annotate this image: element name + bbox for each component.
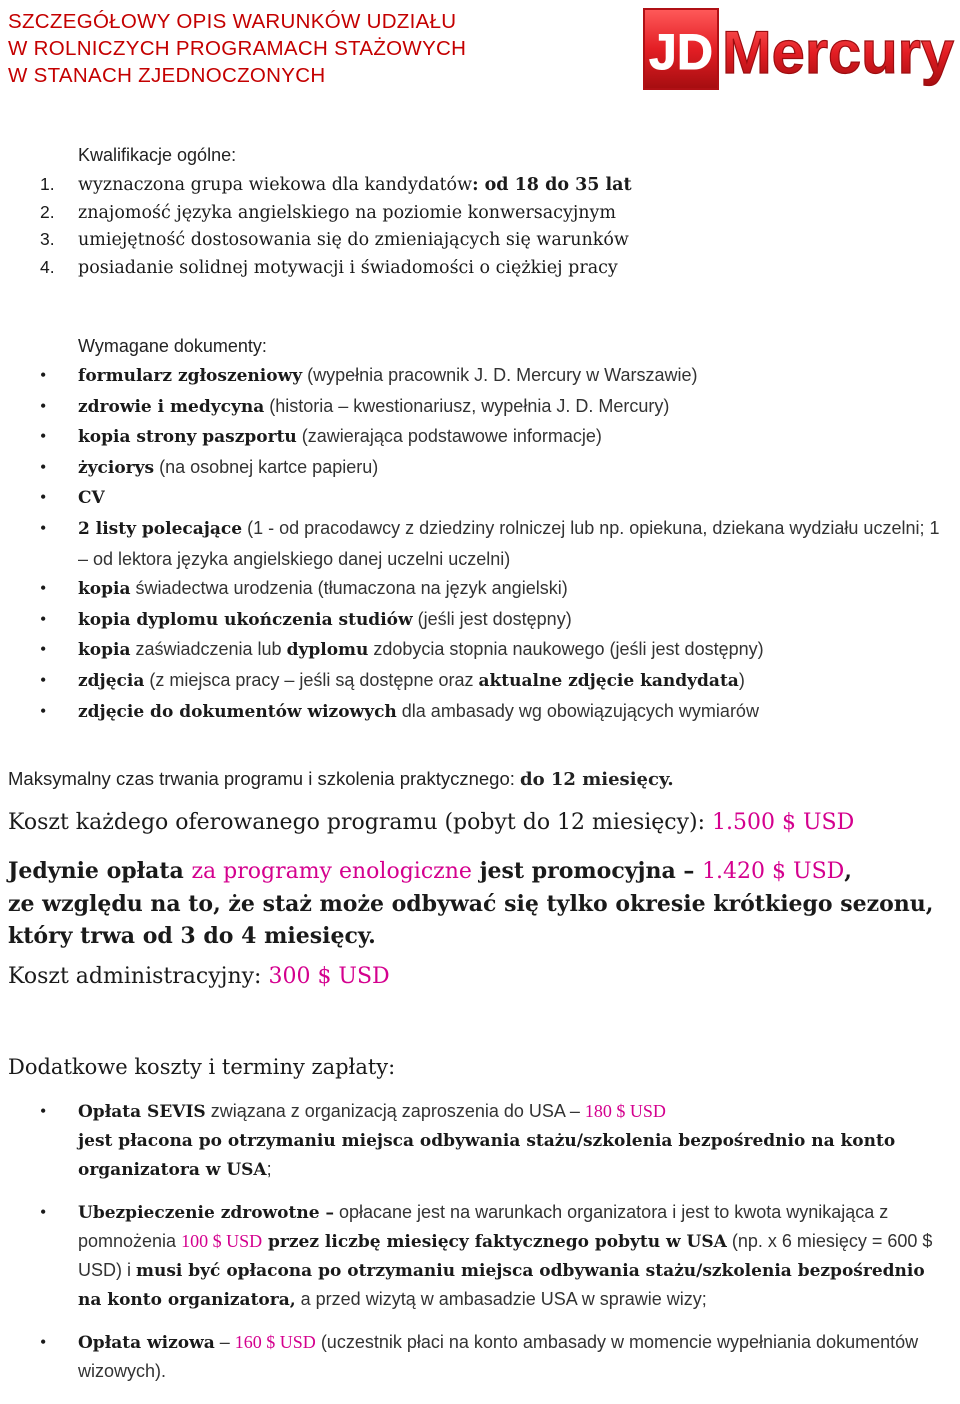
title-line-2: W ROLNICZYCH PROGRAMACH STAŻOWYCH	[8, 37, 467, 60]
list-item: • zdrowie i medycyna (historia – kwestionariusz, wypełnia J. D. Mercury)	[40, 395, 670, 417]
documents-list	[40, 361, 940, 727]
title-line-3: W STANACH ZJEDNOCZONYCH	[8, 64, 326, 87]
list-item: • kopia świadectwa urodzenia (tłumaczona na język angielski)	[40, 578, 568, 600]
list-item: • kopia strony paszportu (zawierająca podstawowe informacje)	[40, 426, 602, 448]
documents-heading: Wymagane dokumenty:	[78, 336, 267, 356]
qualifications-list	[40, 171, 632, 281]
list-item-insurance: • Ubezpieczenie zdrowotne – opłacane jest na warunkach organizatora i jest to kwota wynikająca z pomnożenia 100 $ USD przez liczbę miesięcy faktycznego pobytu w USA (np. x 6 miesięcy = 600 $ USD) i musi być opłacona po otrzymaniu miejsca odbywania stażu/szkolenia bezpośrednio na konto organizatora, a przed wizytą w ambasadzie USA w sprawie wizy;	[40, 1202, 933, 1310]
max-duration: Maksymalny czas trwania programu i szkolenia praktycznego: do 12 miesięcy.	[8, 768, 674, 790]
admin-price: 300 $ USD	[268, 964, 390, 989]
list-item: 1. wyznaczona grupa wiekowa dla kandydatów: od 18 do 35 lat	[40, 174, 632, 195]
list-item: 4. posiadanie solidnej motywacji i świadomości o ciężkiej pracy	[40, 256, 618, 278]
program-price: 1.500 $ USD	[712, 810, 855, 835]
enology-price: 1.420 $ USD	[702, 859, 845, 884]
document-title	[8, 8, 466, 89]
list-item: • zdjęcie do dokumentów wizowych dla ambasady wg obowiązujących wymiarów	[40, 700, 759, 722]
list-item: • 2 listy polecające (1 - od pracodawcy z dziedziny rolniczej lub np. opiekuna, dziekana wydziału uczelni; 1 – od lektora języka angielskiego danej uczelni uczelni)	[40, 517, 940, 569]
list-item: • zdjęcia (z miejsca pracy – jeśli są dostępne oraz aktualne zdjęcie kandydata)	[40, 669, 745, 691]
list-item-sevis: • Opłata SEVIS związana z organizacją zaproszenia do USA – 180 $ USD jest płacona po otrzymaniu miejsca odbywania stażu/szkolenia bezpośrednio na konto organizatora w USA;	[40, 1101, 896, 1180]
qualifications-heading: Kwalifikacje ogólne:	[78, 145, 237, 165]
enology-note: Jedynie opłata za programy enologiczne jest promocyjna – 1.420 $ USD, ze względu na to, że staż może odbywać się tylko okresie krótkiego sezonu, który trwa od 3 do 4 miesięcy.	[8, 858, 934, 949]
list-item-visa: • Opłata wizowa – 160 $ USD (uczestnik płaci na konto ambasady w momencie wypełniania dokumentów wizowych).	[40, 1332, 919, 1381]
additional-heading: Dodatkowe koszty i terminy zapłaty:	[8, 1055, 396, 1079]
list-item: • kopia zaświadczenia lub dyplomu zdobycia stopnia naukowego (jeśli jest dostępny)	[40, 639, 764, 661]
list-item: 3. umiejętność dostosowania się do zmieniających się warunków	[40, 229, 629, 250]
title-line-1: SZCZEGÓŁOWY OPIS WARUNKÓW UDZIAŁU	[8, 10, 457, 33]
svg-text:Mercury: Mercury	[722, 19, 955, 86]
list-item: • formularz zgłoszeniowy (wypełnia pracownik J. D. Mercury w Warszawie)	[40, 365, 698, 386]
svg-text:JD: JD	[649, 24, 713, 80]
list-item: 2. znajomość języka angielskiego na poziomie konwersacyjnym	[40, 201, 617, 223]
jdmercury-logo	[642, 7, 958, 93]
admin-cost: Koszt administracyjny: 300 $ USD	[8, 964, 390, 989]
list-item: • życiorys (na osobnej kartce papieru)	[40, 456, 379, 478]
program-cost: Koszt każdego oferowanego programu (pobyt do 12 miesięcy): 1.500 $ USD	[8, 810, 855, 835]
additional-costs-list	[40, 1097, 960, 1385]
list-item: • CV	[40, 487, 105, 509]
list-item: • kopia dyplomu ukończenia studiów (jeśli jest dostępny)	[40, 608, 572, 630]
